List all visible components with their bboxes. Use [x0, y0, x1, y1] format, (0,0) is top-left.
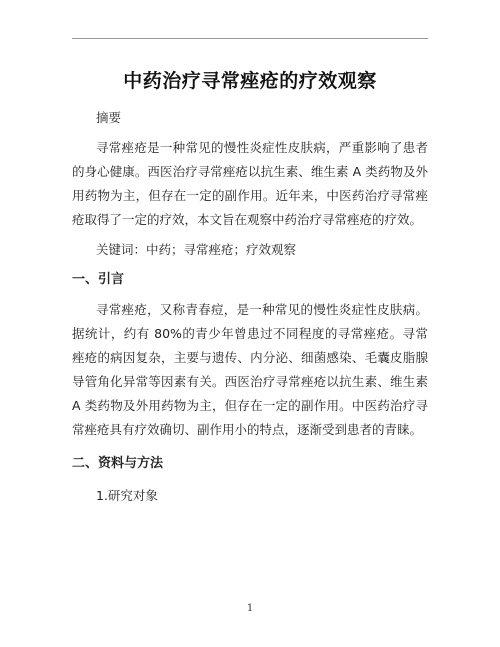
subsection-heading: 1.研究对象 — [96, 488, 158, 503]
keywords-line: 关键词：中药；寻常痤疮；疗效观察 — [96, 242, 297, 257]
document-title: 中药治疗寻常痤疮的疗效观察 — [123, 70, 377, 92]
header-rule — [72, 38, 428, 39]
section-heading-methods: 二、资料与方法 — [72, 456, 164, 471]
abstract-paragraph: 寻常痤疮是一种常见的慢性炎症性皮肤病，严重影响了患者的身心健康。西医治疗寻常痤疮以抗生素、维生素 A 类药物及外用药物为主，但存在一定的副作用。近年来，中医药治疗寻常痤疮取得了一定的疗效，本文旨在观察中药治疗寻常痤疮的疗效。 — [72, 140, 428, 227]
section-heading-intro: 一、引言 — [72, 272, 125, 287]
document-body — [72, 106, 428, 508]
page-number: 1 — [246, 603, 254, 614]
abstract-label: 摘要 — [96, 110, 122, 125]
intro-paragraph: 寻常痤疮，又称青春痘，是一种常见的慢性炎症性皮肤病。据统计，约有 80%的青少年曾患过不同程度的寻常痤疮。寻常痤疮的病因复杂，主要与遗传、内分泌、细菌感染、毛囊皮脂腺导管角化异常等因素有关。西医治疗寻常痤疮以抗生素、维生素 A 类药物及外用药物为主，但存在一定的副作用。中医药治疗寻常痤疮具有疗效确切、副作用小的特点，逐渐受到患者的青睐。 — [72, 302, 428, 437]
